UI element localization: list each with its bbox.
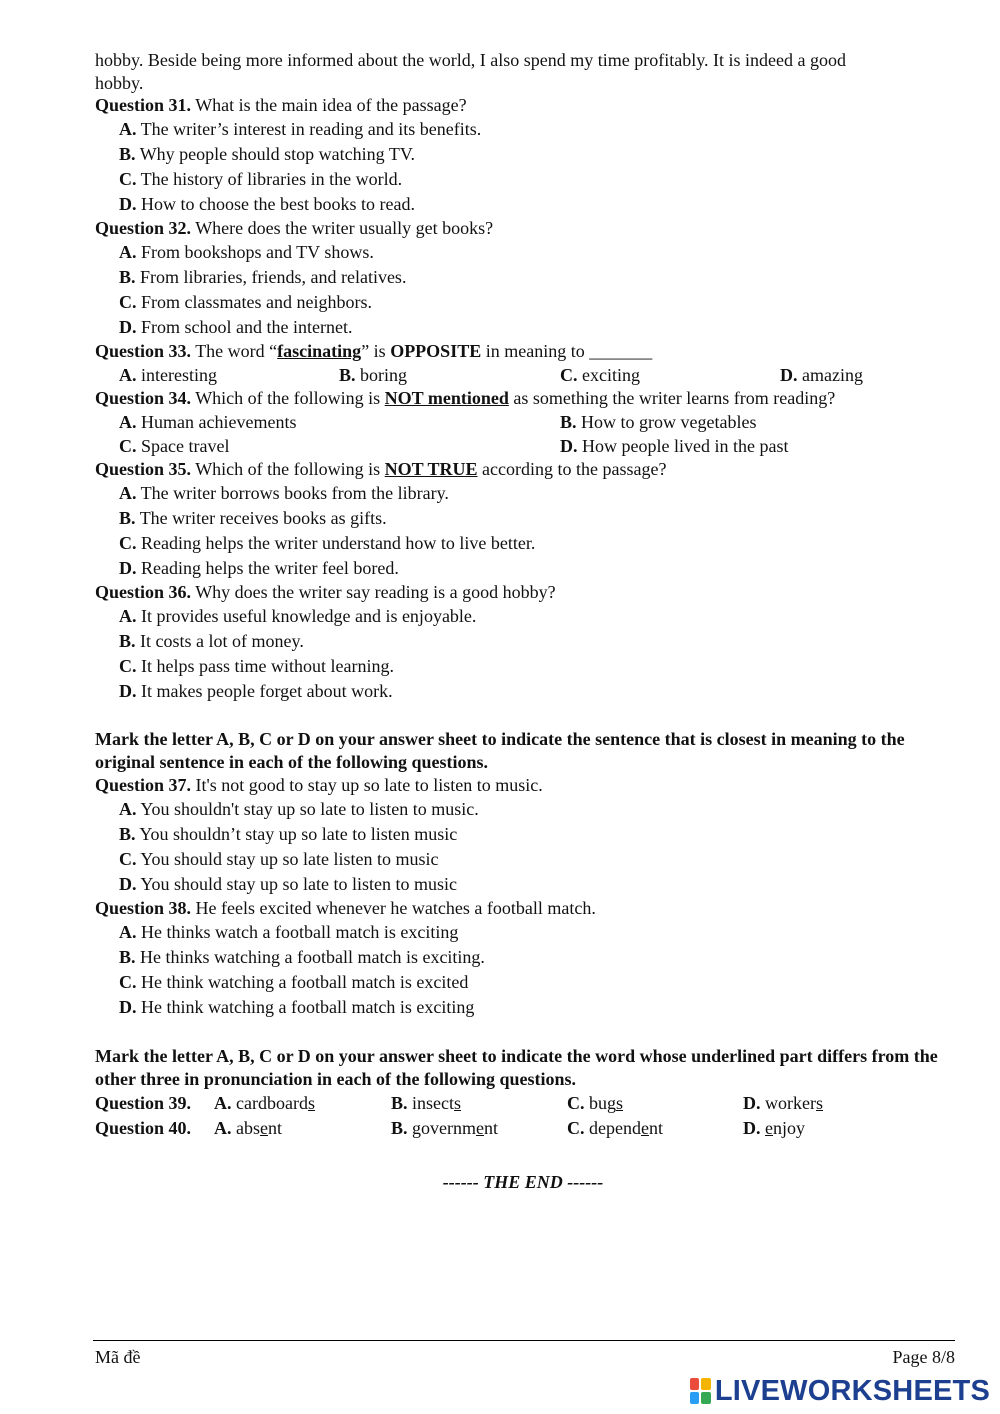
- option-text: It makes people forget about work.: [136, 681, 393, 701]
- q35-option-a[interactable]: [95, 481, 957, 506]
- option-text: Human achievements: [136, 412, 297, 432]
- question-33: [95, 340, 957, 363]
- option-text: worker: [760, 1093, 816, 1113]
- option-letter: D.: [780, 365, 798, 385]
- underlined-part: s: [616, 1093, 624, 1113]
- q32-option-d[interactable]: [95, 315, 957, 340]
- option-letter: A.: [119, 412, 137, 432]
- question-36: [95, 581, 957, 604]
- q39-option-c[interactable]: [567, 1091, 623, 1116]
- option-text: depend: [584, 1118, 641, 1138]
- question-31: [95, 94, 957, 117]
- question-37: [95, 774, 957, 797]
- q39-option-d[interactable]: [743, 1091, 823, 1116]
- q36-option-c[interactable]: [95, 654, 957, 679]
- q36-option-d[interactable]: [95, 679, 957, 704]
- keyword-fascinating: fascinating: [277, 341, 362, 361]
- option-letter: B.: [119, 508, 136, 528]
- option-text: governm: [407, 1118, 476, 1138]
- underlined-part: s: [815, 1093, 823, 1113]
- question-text: What is the main idea of the passage?: [191, 95, 467, 115]
- liveworksheets-wordmark: LIVEWORKSHEETS: [714, 1374, 990, 1407]
- option-letter: D.: [119, 681, 137, 701]
- question-text: as something the writer learns from reading?: [508, 388, 836, 408]
- option-text: From bookshops and TV shows.: [136, 242, 374, 262]
- section-gap: [95, 1020, 957, 1045]
- q33-option-b[interactable]: [339, 363, 407, 387]
- the-end-marker: ------ THE END ------: [442, 1172, 604, 1192]
- option-letter: C.: [567, 1093, 585, 1113]
- question-text: Which of the following is: [191, 459, 385, 479]
- q35-option-c[interactable]: [95, 531, 957, 556]
- underlined-part: s: [454, 1093, 462, 1113]
- option-text: He thinks watch a football match is exciting: [136, 922, 459, 942]
- option-text: exciting: [577, 365, 640, 385]
- logo-square-icon: [690, 1378, 699, 1390]
- option-letter: D.: [119, 997, 137, 1017]
- q34-options-row-2: [95, 434, 957, 458]
- option-text: interesting: [136, 365, 217, 385]
- option-text: From classmates and neighbors.: [136, 292, 372, 312]
- option-text: He think watching a football match is excited: [136, 972, 469, 992]
- q31-option-c[interactable]: [95, 167, 957, 192]
- question-34: [95, 387, 957, 410]
- q32-option-a[interactable]: [95, 240, 957, 265]
- q40-option-a[interactable]: [214, 1116, 282, 1141]
- option-letter: C.: [119, 972, 137, 992]
- option-text: How people lived in the past: [577, 436, 789, 456]
- option-text: He think watching a football match is exciting: [136, 997, 475, 1017]
- question-label: Question 32.: [95, 218, 192, 238]
- option-text: How to choose the best books to read.: [136, 194, 415, 214]
- q35-option-d[interactable]: [95, 556, 957, 581]
- option-letter: A.: [119, 606, 137, 626]
- option-text: It helps pass time without learning.: [136, 656, 394, 676]
- liveworksheets-logo[interactable]: [690, 1375, 990, 1407]
- option-letter: A.: [214, 1093, 232, 1113]
- underlined-part: e: [640, 1118, 649, 1138]
- option-text: From libraries, friends, and relatives.: [135, 267, 407, 287]
- question-label: Question 36.: [95, 582, 192, 602]
- option-text: nt: [484, 1118, 499, 1138]
- logo-square-icon: [701, 1392, 710, 1404]
- option-letter: B.: [119, 267, 136, 287]
- option-letter: D.: [119, 874, 137, 894]
- question-label: Question 35.: [95, 459, 192, 479]
- option-text: amazing: [797, 365, 863, 385]
- passage-tail-line-2: hobby.: [95, 73, 144, 93]
- question-label: Question 34.: [95, 388, 192, 408]
- option-letter: A.: [119, 242, 137, 262]
- option-letter: A.: [119, 799, 137, 819]
- section-gap: [95, 704, 957, 728]
- option-text: boring: [355, 365, 408, 385]
- option-text: He thinks watching a football match is exciting.: [135, 947, 485, 967]
- q33-option-c[interactable]: [560, 363, 640, 387]
- option-letter: C.: [119, 656, 137, 676]
- option-letter: D.: [119, 558, 137, 578]
- instruction-pronunciation: Mark the letter A, B, C or D on your answer sheet to indicate the word whose underlined part differs from the other three in pronunciation in each of the following questions.: [95, 1046, 938, 1089]
- option-text: nt: [648, 1118, 663, 1138]
- worksheet-page: [95, 48, 957, 1141]
- q32-option-b[interactable]: [95, 265, 957, 290]
- q40-option-c[interactable]: [567, 1116, 663, 1141]
- footer-divider: [93, 1340, 955, 1341]
- option-text: cardboard: [231, 1093, 308, 1113]
- option-text: Reading helps the writer feel bored.: [136, 558, 399, 578]
- option-text: abs: [231, 1118, 260, 1138]
- q32-option-c[interactable]: [95, 290, 957, 315]
- option-text: The writer receives books as gifts.: [135, 508, 387, 528]
- question-label: Question 40.: [95, 1118, 192, 1138]
- option-text: Why people should stop watching TV.: [135, 144, 415, 164]
- option-text: insect: [407, 1093, 455, 1113]
- option-text: You should stay up so late to listen to music: [136, 874, 458, 894]
- q31-option-a[interactable]: [95, 117, 957, 142]
- option-text: It costs a lot of money.: [135, 631, 304, 651]
- option-letter: B.: [560, 412, 577, 432]
- option-letter: A.: [214, 1118, 232, 1138]
- option-text: The writer’s interest in reading and its benefits.: [136, 119, 482, 139]
- option-letter: C.: [119, 436, 137, 456]
- option-text: You shouldn't stay up so late to listen to music.: [136, 799, 479, 819]
- question-text: The word “: [191, 341, 278, 361]
- q34-option-a[interactable]: [119, 410, 296, 434]
- q33-option-a[interactable]: [119, 363, 217, 387]
- option-letter: B.: [391, 1093, 408, 1113]
- question-text: in meaning to _______: [481, 341, 653, 361]
- option-letter: A.: [119, 119, 137, 139]
- option-text: bug: [584, 1093, 616, 1113]
- question-text: according to the passage?: [477, 459, 667, 479]
- question-label: Question 39.: [95, 1093, 192, 1113]
- option-letter: C.: [567, 1118, 585, 1138]
- q39-option-b[interactable]: [391, 1091, 461, 1116]
- question-text: It's not good to stay up so late to listen to music.: [191, 775, 543, 795]
- option-letter: D.: [119, 317, 137, 337]
- option-letter: C.: [119, 849, 137, 869]
- option-letter: B.: [119, 824, 136, 844]
- option-text: How to grow vegetables: [576, 412, 757, 432]
- option-letter: A.: [119, 365, 137, 385]
- underlined-part: e: [765, 1118, 773, 1138]
- q34-option-b[interactable]: [560, 410, 756, 434]
- option-letter: B.: [119, 144, 136, 164]
- option-letter: B.: [119, 631, 136, 651]
- question-label: Question 38.: [95, 898, 192, 918]
- q37-option-b[interactable]: [95, 822, 957, 847]
- footer-exam-code: Mã đề: [95, 1347, 141, 1367]
- question-text: He feels excited whenever he watches a football match.: [191, 898, 596, 918]
- q33-option-d[interactable]: [780, 363, 863, 387]
- option-letter: D.: [119, 194, 137, 214]
- q33-options-row: [95, 363, 957, 387]
- q36-option-a[interactable]: [95, 604, 957, 629]
- question-label: Question 33.: [95, 341, 192, 361]
- q34-option-c[interactable]: [119, 434, 229, 458]
- emphasis-not-mentioned: NOT mentioned: [384, 388, 509, 408]
- option-letter: C.: [119, 292, 137, 312]
- question-32: [95, 217, 957, 240]
- option-letter: B.: [391, 1118, 408, 1138]
- q31-option-d[interactable]: [95, 192, 957, 217]
- q38-option-d[interactable]: [95, 995, 957, 1020]
- option-text: The history of libraries in the world.: [136, 169, 403, 189]
- question-text: Which of the following is: [191, 388, 385, 408]
- question-38: [95, 897, 957, 920]
- q35-option-b[interactable]: [95, 506, 957, 531]
- q39-option-a[interactable]: [214, 1091, 315, 1116]
- q34-options-row-1: [95, 410, 957, 434]
- option-text: From school and the internet.: [136, 317, 353, 337]
- q40-option-b[interactable]: [391, 1116, 498, 1141]
- question-label: Question 37.: [95, 775, 192, 795]
- option-letter: A.: [119, 922, 137, 942]
- question-text: Why does the writer say reading is a good hobby?: [191, 582, 556, 602]
- option-letter: C.: [119, 169, 137, 189]
- q37-option-d[interactable]: [95, 872, 957, 897]
- option-text: Space travel: [136, 436, 230, 456]
- logo-square-icon: [701, 1378, 710, 1390]
- option-text: The writer borrows books from the library.: [136, 483, 449, 503]
- question-35: [95, 458, 957, 481]
- q38-option-a[interactable]: [95, 920, 957, 945]
- option-text: nt: [268, 1118, 283, 1138]
- underlined-part: e: [476, 1118, 484, 1138]
- question-text: ” is: [361, 341, 391, 361]
- option-letter: A.: [119, 483, 137, 503]
- q34-option-d[interactable]: [560, 434, 788, 458]
- option-letter: D.: [560, 436, 578, 456]
- q40-option-d[interactable]: [743, 1116, 805, 1141]
- q37-option-a[interactable]: [95, 797, 957, 822]
- passage-tail-line-1: hobby. Beside being more informed about the world, I also spend my time profitably. It is indeed a good: [95, 50, 847, 70]
- option-text: You shouldn’t stay up so late to listen music: [135, 824, 458, 844]
- underlined-part: s: [307, 1093, 315, 1113]
- underlined-part: e: [260, 1118, 268, 1138]
- liveworksheets-logo-icon: [690, 1378, 711, 1404]
- option-letter: B.: [119, 947, 136, 967]
- option-text: njoy: [773, 1118, 806, 1138]
- option-text: You should stay up so late listen to music: [136, 849, 439, 869]
- emphasis-not-true: NOT TRUE: [384, 459, 478, 479]
- q38-option-c[interactable]: [95, 970, 957, 995]
- question-40: [95, 1116, 957, 1141]
- option-text: Reading helps the writer understand how to live better.: [136, 533, 536, 553]
- q36-option-b[interactable]: [95, 629, 957, 654]
- option-letter: C.: [560, 365, 578, 385]
- logo-square-icon: [690, 1392, 699, 1404]
- option-letter: C.: [119, 533, 137, 553]
- question-39: [95, 1091, 957, 1116]
- q31-option-b[interactable]: [95, 142, 957, 167]
- option-letter: D.: [743, 1093, 761, 1113]
- q38-option-b[interactable]: [95, 945, 957, 970]
- emphasis-opposite: OPPOSITE: [390, 341, 482, 361]
- question-text: Where does the writer usually get books?: [191, 218, 494, 238]
- option-letter: D.: [743, 1118, 761, 1138]
- question-label: Question 31.: [95, 95, 192, 115]
- q37-option-c[interactable]: [95, 847, 957, 872]
- footer-page-number: Page 8/8: [892, 1347, 955, 1367]
- option-letter: B.: [339, 365, 356, 385]
- option-text: It provides useful knowledge and is enjoyable.: [136, 606, 477, 626]
- instruction-closest-meaning: Mark the letter A, B, C or D on your answer sheet to indicate the sentence that is closest in meaning to the original sentence in each of the following questions.: [95, 729, 905, 772]
